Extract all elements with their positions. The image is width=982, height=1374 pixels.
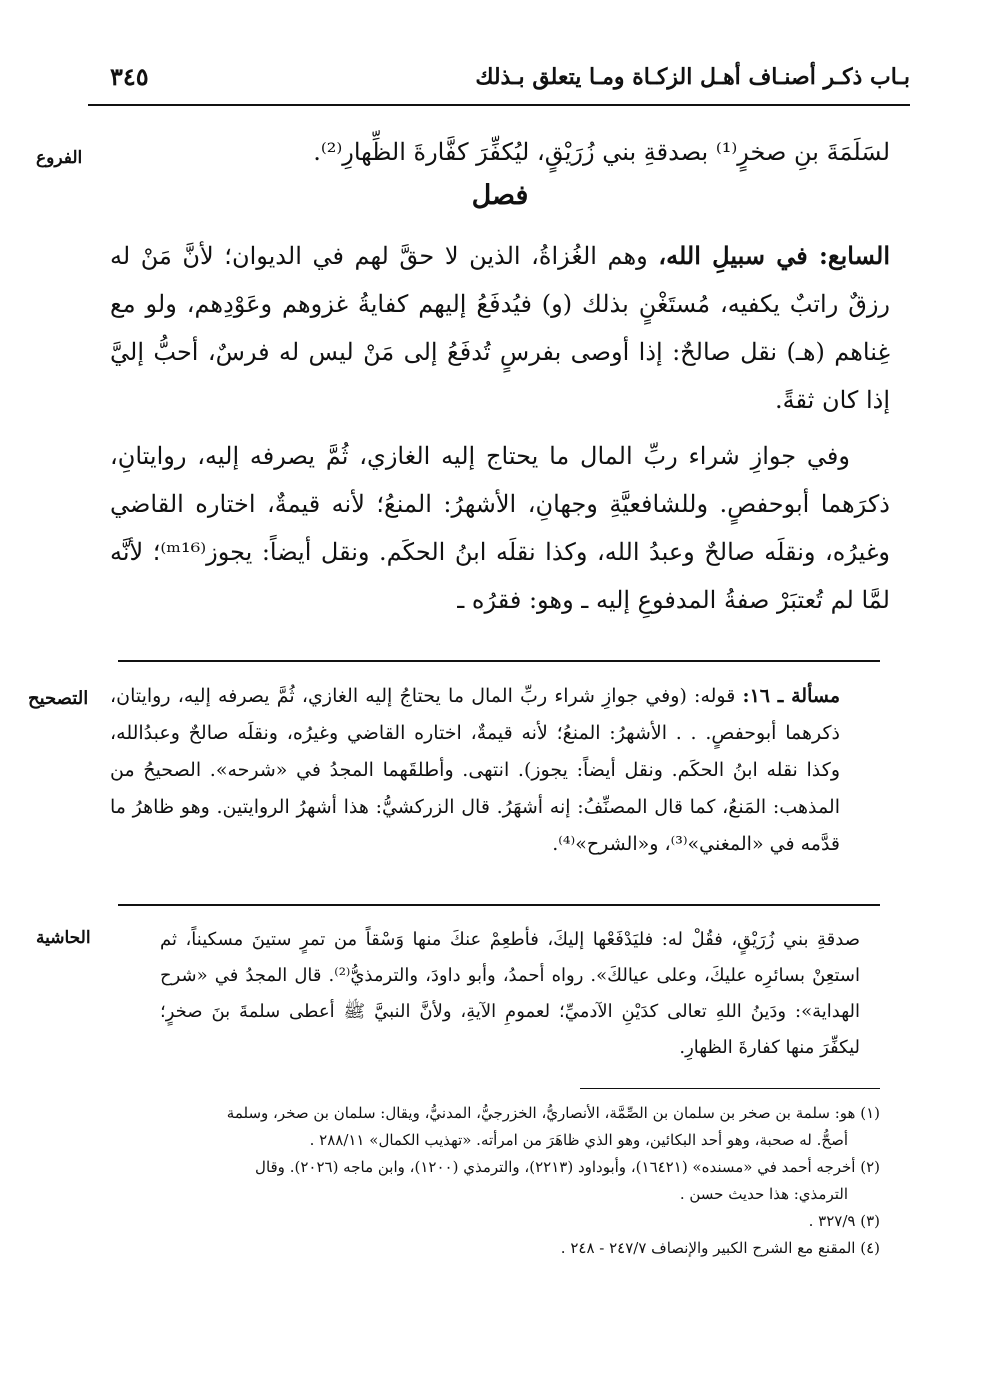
chapter-title: بـاب ذكـر أصنـاف أهـل الزكـاة ومـا يتعلق بـذلك [475, 64, 910, 90]
paragraph-text: وهم الغُزاةُ، الذين لا حقَّ لهم في الديوان؛ لأنَّ مَنْ له رزقٌ راتبٌ يكفيه، مُستَغْنٍ بذلك (و) فيُدفَعُ إليهم كفايةُ غزوهم وعَوْدِهم، ولو مع غِناهم (هـ) نقل صالحٌ: إذا أوصى بفرسٍ تُدفَعُ إلى مَنْ ليس له فرسٌ، أحبُّ إليَّ إذا كان ثقةً. [110, 242, 890, 414]
hashiya-text: صدقةِ بني زُرَيْقٍ، فقُلْ له: فليَدْفَعْها إليكَ، فأطعِمْ عنكَ منها وَسْقاً من تمرٍ ستينَ مسكيناً، ثم استعِنْ بسائرِه عليكَ، وعلى عيالكَ». رواه أحمدُ، وأبو داودَ، والترمذيُّ⁽²⁾. قال المجدُ في «شرح الهداية»: ودَينُ اللهِ تعالى كدَيْنِ الآدميِّ؛ لعمومِ الآيةِ، ولأنَّ النبيَّ ﷺ أعطى سلمةَ بنَ صخرٍ؛ ليكفِّرَ منها كفارةَ الظهارِ. [160, 929, 860, 1058]
footnote-divider [580, 1088, 880, 1089]
side-label-tashih: التصحيح [28, 688, 89, 709]
paragraph-shira: وفي جوازِ شراء ربِّ المال ما يحتاج إليه الغازي، ثُمَّ يصرفه إليه، روايتانِ، ذكرَهما أبوحفصٍ. وللشافعيَّةِ وجهانِ، الأشهرُ: المنعُ؛ لأنه قيمةٌ، اختاره القاضي وغيرُه، ونقلَه صالحٌ وعبدُ الله، وكذا نقلَه ابنُ الحكَم. ونقل أيضاً: يجوز⁽ᵐ¹⁶⁾؛ لأنَّه لمَّا لم تُعتبَرْ صفةُ المدفوعِ إليه ـ وهو: فقرُه ـ [110, 442, 890, 614]
tashih-divider [118, 660, 880, 662]
tashih-body: قوله: (وفي جوازِ شراء ربِّ المال ما يحتاجُ إليه الغازي، ثُمَّ يصرفه إليه، روايتان، ذكرهما أبوحفصٍ. . . الأشهرُ: المنعُ؛ لأنه قيمةٌ، اختاره القاضي وغيرُه، ونقلَه صالحٌ وعبدُالله، وكذا نقله ابنُ الحكَم. ونقل أيضاً: يجوز). انتهى. وأطلقَهما المجدُ في «شرحه». الصحيحُ من المذهب: المَنعُ، كما قال المصنِّفُ: إنه أشهَرُ. قال الزركشيُّ: هذا أشهرُ الروايتين. وهو ظاهرُ ما قدَّمه في «المغني»⁽³⁾، و«الشرح»⁽⁴⁾. [110, 685, 840, 855]
hashiya-section [160, 922, 860, 1066]
footnote-2: (٢) أخرجه أحمد في «مسنده» (١٦٤٢١)، وأبوداود (٢٢١٣)، والترمذي (١٢٠٠)، وابن ماجه (٢٠٢٦). وقال [255, 1158, 880, 1176]
section-heading: فصل [471, 180, 529, 211]
tashih-section [110, 678, 840, 863]
side-label-hashiya: الحاشية [36, 928, 91, 948]
main-text-body [110, 232, 890, 624]
paragraph-sabi [110, 232, 890, 424]
footnote-1-cont: أصحُّ. له صحبة، وهو أحد البكائين، وهو الذي ظاهَرَ من امرأته. «تهذيب الكمال» ٢٨٨/١١ . [309, 1131, 848, 1149]
main-line: لسَلَمَةَ بنِ صخرٍ⁽¹⁾ بصدقةِ بني زُرَيْقٍ، ليُكفِّرَ كفَّارةَ الظِّهارِ⁽²⁾. [313, 138, 890, 166]
footnote-2-cont: الترمذي: هذا حديث حسن . [679, 1185, 848, 1203]
masala-label: مسألة ـ ١٦: [742, 685, 840, 707]
footnotes [110, 1100, 880, 1262]
footnote-3: (٣) ٣٢٧/٩ . [808, 1212, 880, 1230]
hashiya-divider [118, 904, 880, 906]
footnote-4: (٤) المقنع مع الشرح الكبير والإنصاف ٢٤٧/٧ - ٢٤٨ . [560, 1239, 880, 1257]
main-text-opening-line [110, 128, 890, 176]
side-label-furu: الفروع [36, 148, 83, 168]
paragraph-lead: السابع: في سبيلِ الله، [658, 241, 891, 270]
header-divider [88, 104, 910, 106]
footnote-1: (١) هو: سلمة بن صخر بن سلمان بن الصِّمَّة، الأنصاريُّ، الخزرجيُّ، المدنيُّ، ويقال: سلمان بن صخر، وسلمة [226, 1104, 880, 1122]
tashih-text [110, 678, 840, 863]
running-header [88, 62, 910, 102]
page-number: ٣٤٥ [110, 62, 149, 91]
